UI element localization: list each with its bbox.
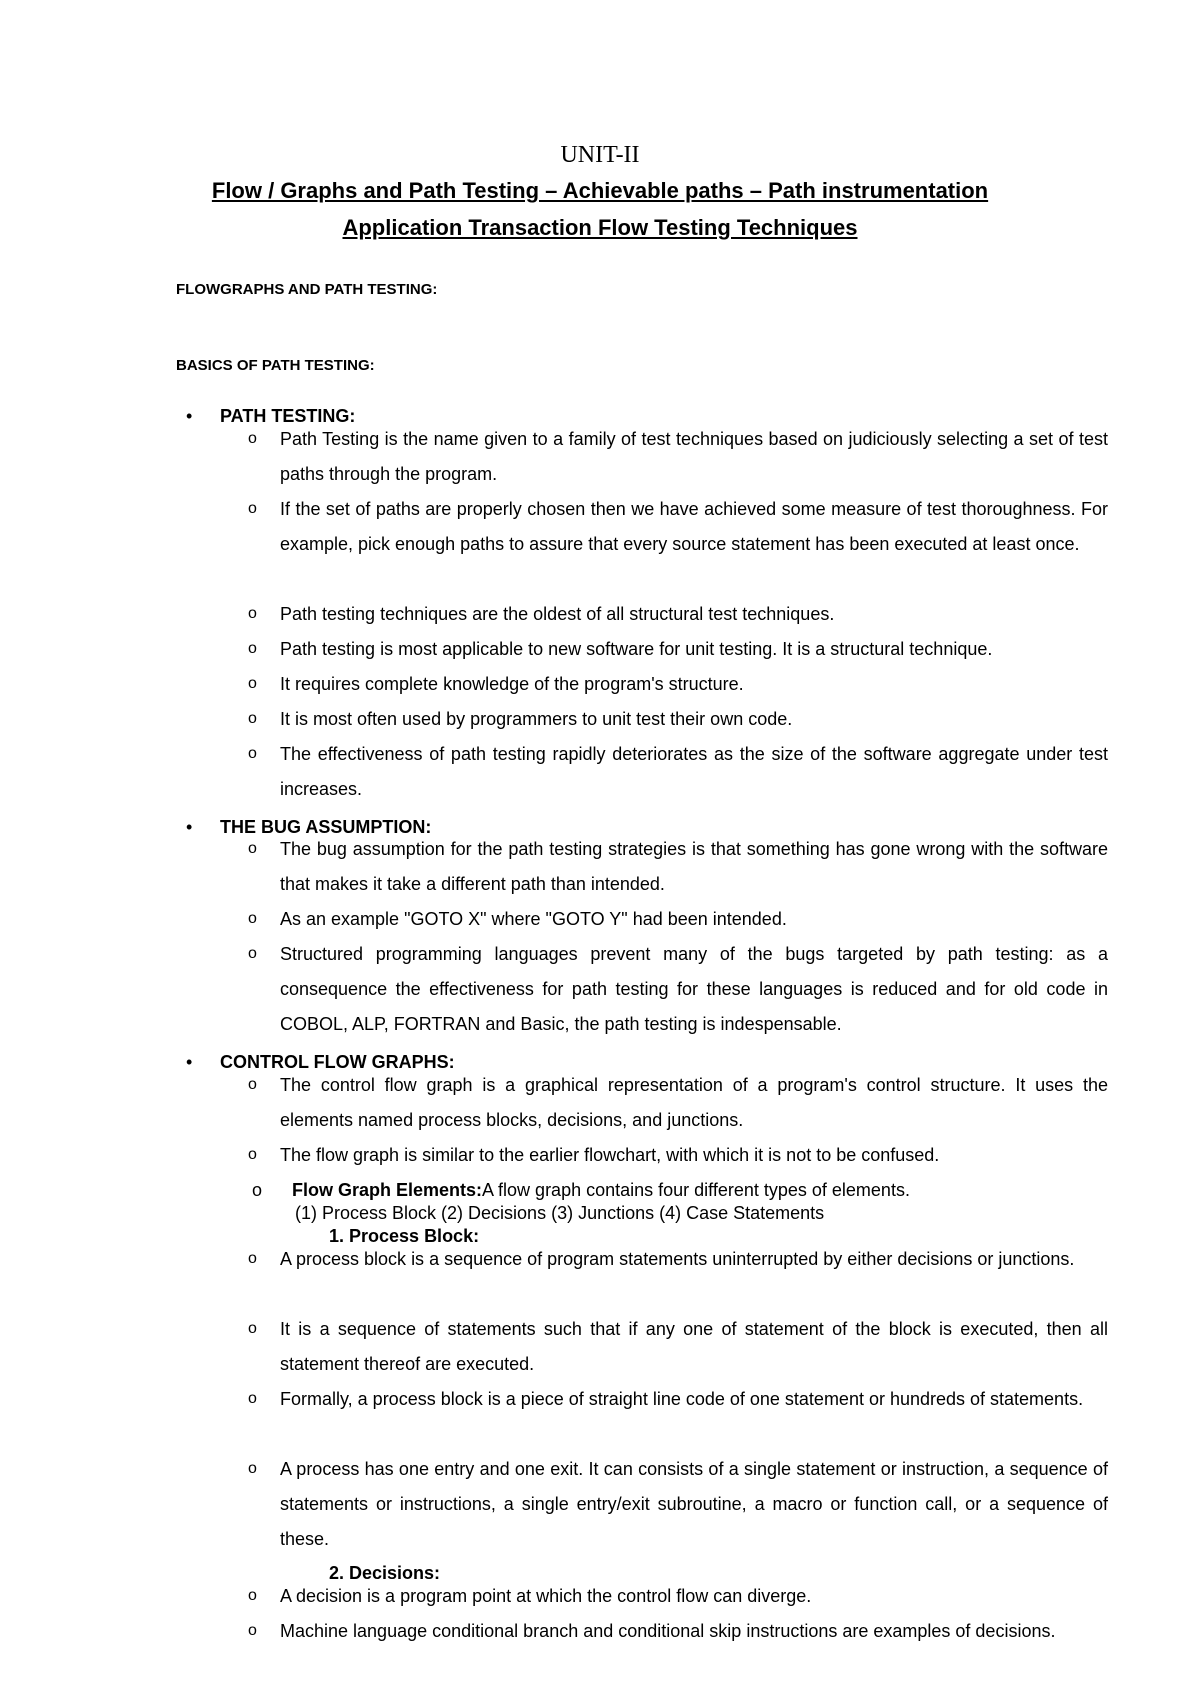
title-line-1: Flow / Graphs and Path Testing – Achievable paths – Path instrumentation xyxy=(211,178,989,203)
section-heading-flowgraphs: FLOWGRAPHS AND PATH TESTING: xyxy=(176,281,438,298)
bullet-glyph: • xyxy=(186,1052,193,1072)
list-item-text: Path Testing is the name given to a family of test techniques based on judiciously selecting a set of test paths through the program. xyxy=(280,429,1108,484)
list-item-text: It is a sequence of statements such that if any one of statement of the block is executed, then all statement thereof are executed. xyxy=(280,1319,1108,1374)
bullet-glyph: • xyxy=(186,406,193,426)
list-item-text: A process has one entry and one exit. It can consists of a single statement or instruction, a sequence of statements or instructions, a single entry/exit subroutine, a macro or function call, or a sequence of these. xyxy=(280,1459,1108,1549)
circle-bullet-icon: o xyxy=(248,1320,257,1337)
circle-bullet-icon: o xyxy=(248,605,257,622)
flow-graph-elements-label: Flow Graph Elements: xyxy=(292,1180,483,1200)
subheading-process-block: 1. Process Block: xyxy=(329,1226,480,1246)
list-item-text: Machine language conditional branch and conditional skip instructions are examples of decisions. xyxy=(280,1621,1056,1641)
list-item-text: The effectiveness of path testing rapidly deteriorates as the size of the software aggregate under test increases. xyxy=(280,744,1108,799)
circle-bullet-icon: o xyxy=(248,1587,257,1604)
circle-bullet-icon: o xyxy=(248,675,257,692)
circle-bullet-icon: o xyxy=(248,1622,257,1639)
list-item-text: It requires complete knowledge of the program's structure. xyxy=(280,674,744,694)
section-heading-basics: BASICS OF PATH TESTING: xyxy=(176,357,375,374)
flow-graph-elements-text: A flow graph contains four different types of elements. xyxy=(482,1180,910,1200)
subheading-decisions: 2. Decisions: xyxy=(329,1563,441,1583)
flow-graph-elements-list: (1) Process Block (2) Decisions (3) Junctions (4) Case Statements xyxy=(295,1203,825,1223)
list-item-text: A process block is a sequence of program statements uninterrupted by either decisions or junctions. xyxy=(280,1249,1075,1269)
circle-bullet-icon: o xyxy=(248,945,257,962)
flow-graph-elements-line xyxy=(292,1179,910,1201)
circle-bullet-icon: o xyxy=(248,1460,257,1477)
circle-bullet-icon: o xyxy=(248,910,257,927)
circle-bullet-icon: o xyxy=(248,840,257,857)
circle-bullet-icon: o xyxy=(248,1390,257,1407)
circle-bullet-icon: o xyxy=(248,745,257,762)
title-line-2: Application Transaction Flow Testing Techniques xyxy=(342,215,858,240)
list-item-text: Path testing techniques are the oldest of all structural test techniques. xyxy=(280,604,835,624)
circle-bullet-icon: o xyxy=(248,500,257,517)
unit-label: UNIT-II xyxy=(560,142,640,168)
circle-bullet-icon: o xyxy=(248,710,257,727)
list-item-text: The bug assumption for the path testing strategies is that something has gone wrong with the software that makes it take a different path than intended. xyxy=(280,839,1108,894)
list-item-text: Structured programming languages prevent many of the bugs targeted by path testing: as a consequence the effectiveness for path testing for these languages is reduced and for old code in COBOL, ALP, FORTRAN and Basic, the path testing is indespensable. xyxy=(280,944,1108,1034)
circle-bullet-icon: o xyxy=(248,640,257,657)
bullet-glyph: • xyxy=(186,817,193,837)
list-item-text: If the set of paths are properly chosen then we have achieved some measure of test thoroughness. For example, pick enough paths to assure that every source statement has been executed at least once. xyxy=(280,499,1108,554)
list-item-text: As an example "GOTO X" where "GOTO Y" had been intended. xyxy=(280,909,787,929)
circle-bullet-icon: o xyxy=(248,1076,257,1093)
circle-bullet-icon: o xyxy=(252,1180,263,1200)
circle-bullet-icon: o xyxy=(248,1250,257,1267)
list-item-text: Formally, a process block is a piece of straight line code of one statement or hundreds of statements. xyxy=(280,1389,1084,1409)
list-item-text: Path testing is most applicable to new software for unit testing. It is a structural technique. xyxy=(280,639,993,659)
list-item-text: The flow graph is similar to the earlier flowchart, with which it is not to be confused. xyxy=(280,1145,940,1165)
bullet-heading: CONTROL FLOW GRAPHS: xyxy=(220,1052,455,1072)
list-item-text: It is most often used by programmers to unit test their own code. xyxy=(280,709,793,729)
bullet-heading: PATH TESTING: xyxy=(220,406,356,426)
circle-bullet-icon: o xyxy=(248,1146,257,1163)
list-item-text: A decision is a program point at which the control flow can diverge. xyxy=(280,1586,812,1606)
list-item-text: The control flow graph is a graphical representation of a program's control structure. It uses the elements named process blocks, decisions, and junctions. xyxy=(280,1075,1108,1130)
circle-bullet-icon: o xyxy=(248,430,257,447)
bullet-heading: THE BUG ASSUMPTION: xyxy=(220,817,432,837)
